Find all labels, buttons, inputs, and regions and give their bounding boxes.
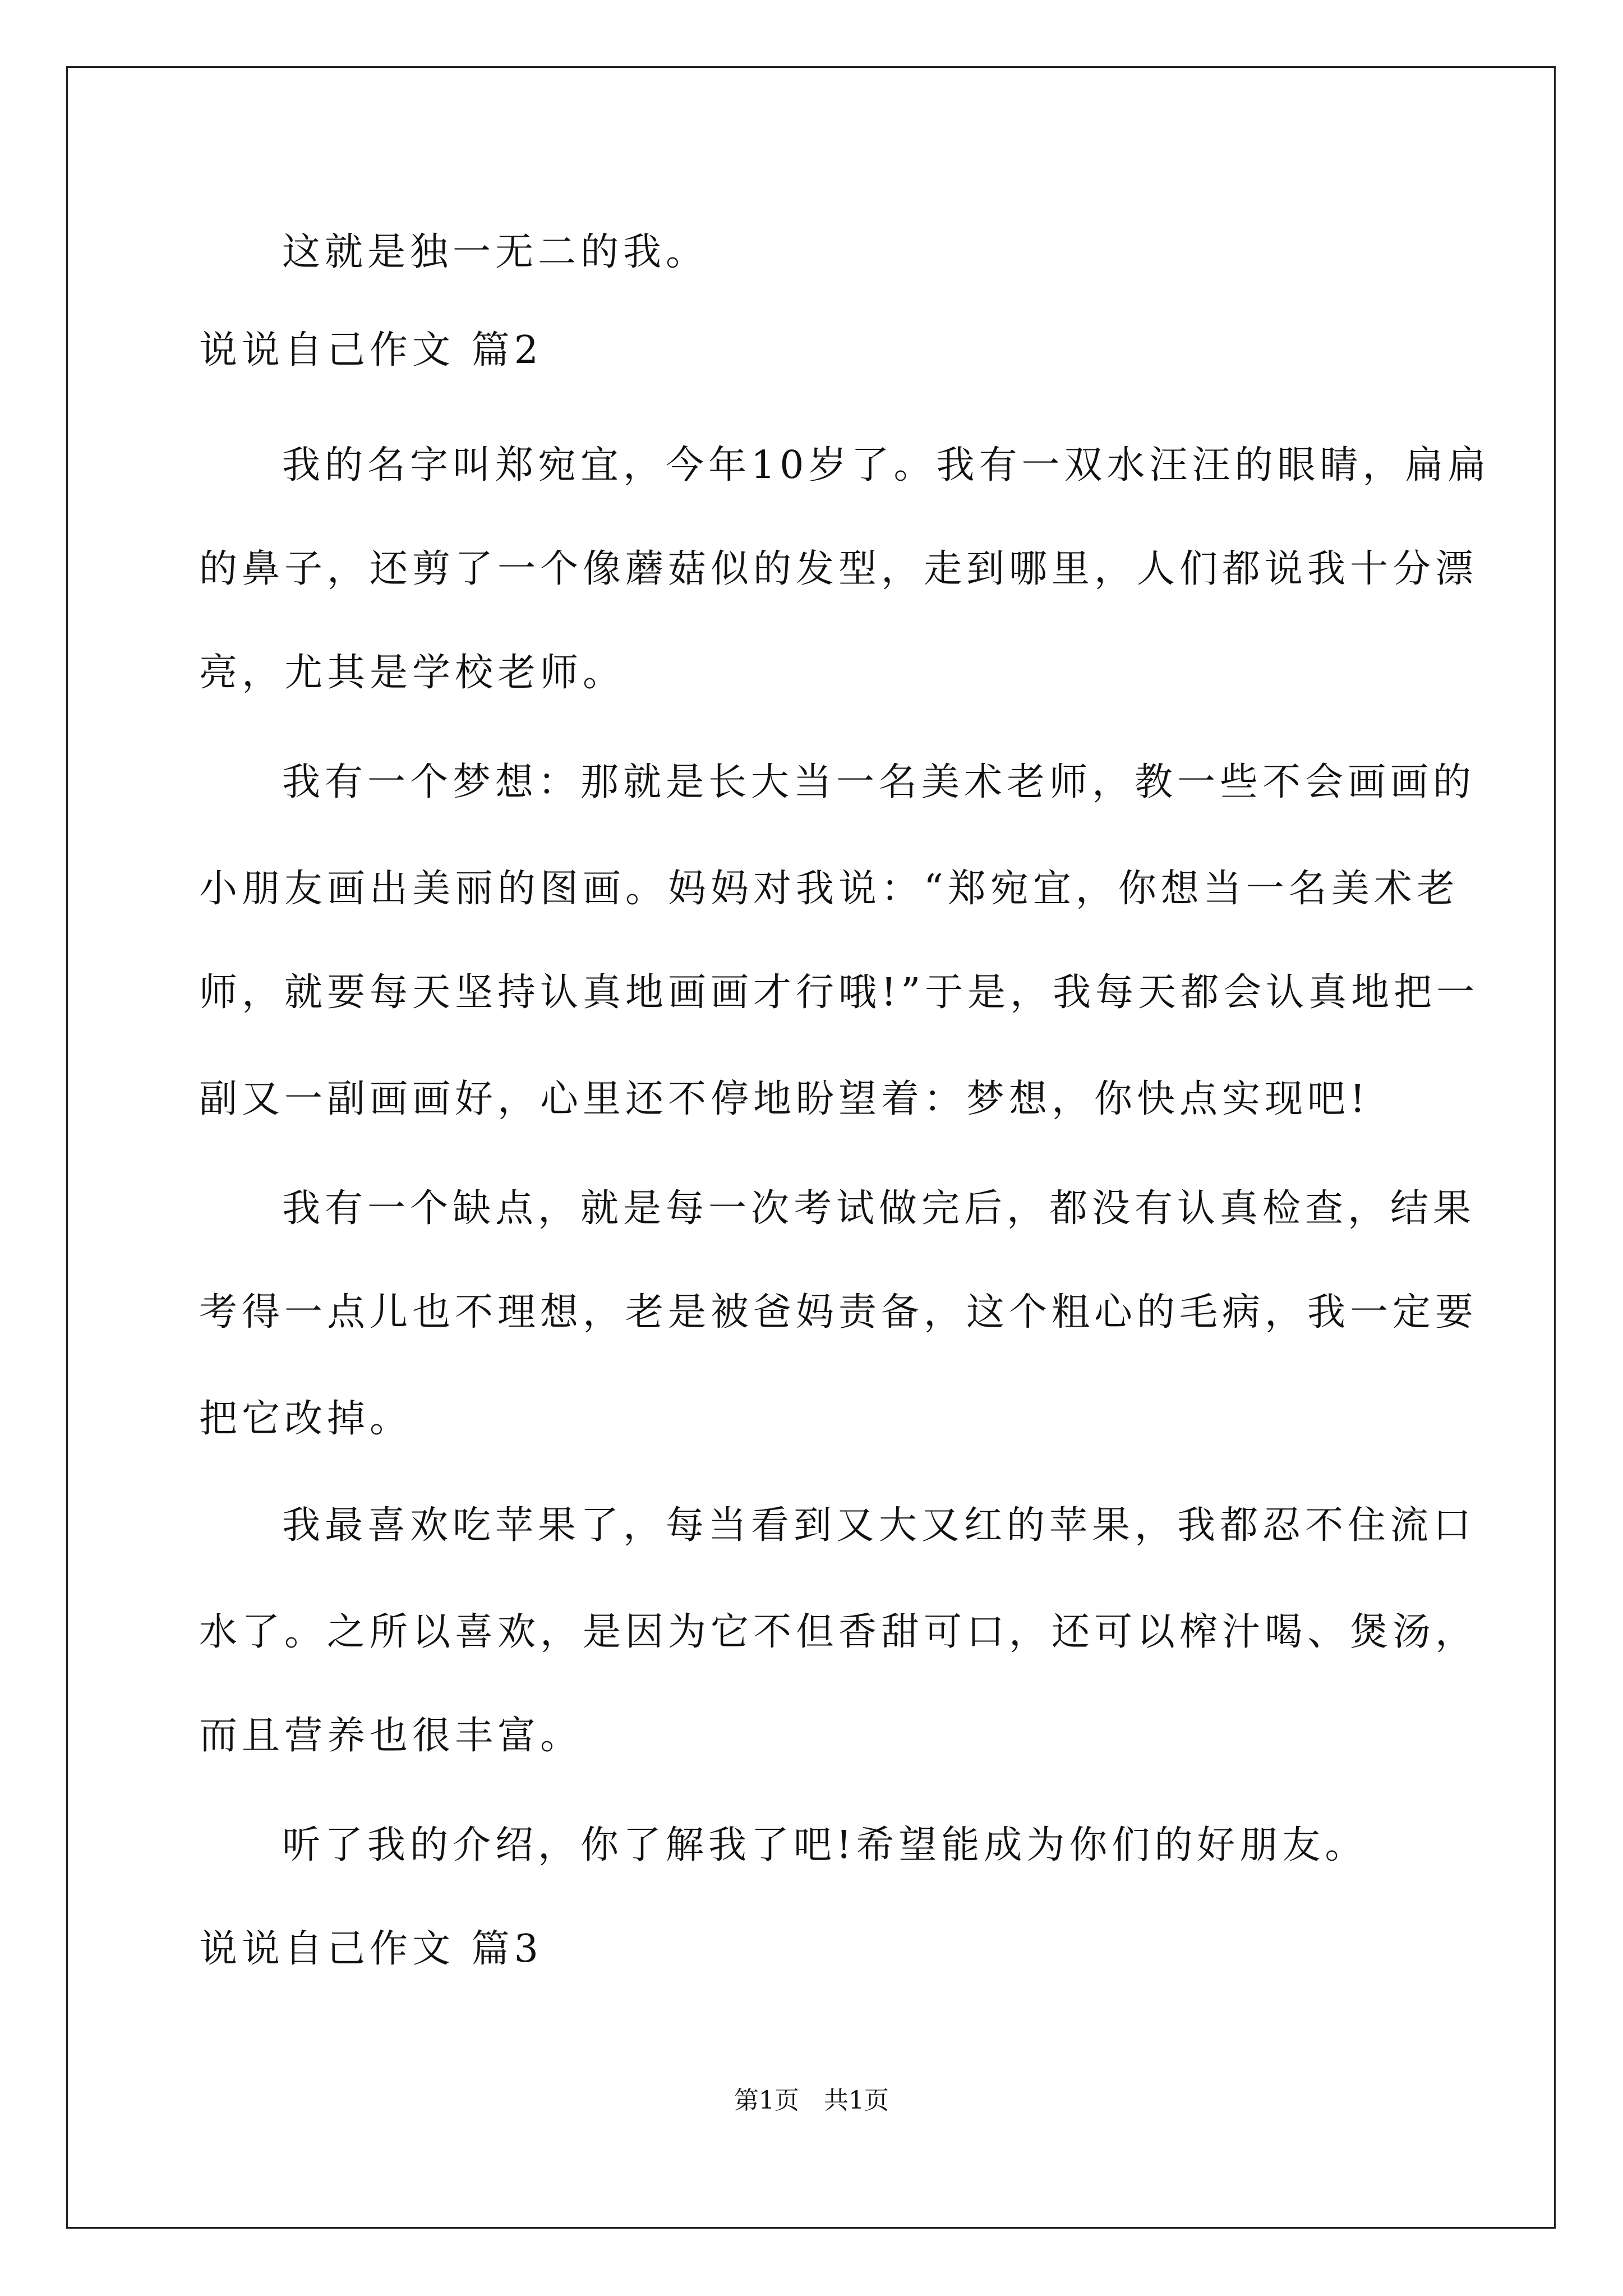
paragraph-line: 师，就要每天坚持认真地画画才行哦!”于是，我每天都会认真地把一 — [199, 970, 1479, 1015]
paragraph-line: 而且营养也很丰富。 — [199, 1714, 583, 1758]
paragraph-line: 亮，尤其是学校老师。 — [199, 651, 626, 695]
paragraph-line: 把它改掉。 — [199, 1397, 413, 1441]
paragraph-line: 我有一个缺点，就是每一次考试做完后，都没有认真检查，结果 — [282, 1186, 1476, 1231]
paragraph-line: 的鼻子，还剪了一个像蘑菇似的发型，走到哪里，人们都说我十分漂 — [199, 547, 1478, 591]
paragraph-line: 副又一副画画好，心里还不停地盼望着：梦想，你快点实现吧! — [199, 1077, 1370, 1121]
paragraph-line: 我最喜欢吃苹果了，每当看到又大又红的苹果，我都忍不住流口 — [282, 1503, 1476, 1548]
paragraph-line: 听了我的介绍，你了解我了吧!希望能成为你们的好朋友。 — [282, 1823, 1368, 1867]
paragraph-line: 这就是独一无二的我。 — [282, 230, 709, 274]
page-number-footer: 第1页 共1页 — [734, 2086, 889, 2115]
paragraph-line: 小朋友画出美丽的图画。妈妈对我说：“郑宛宜，你想当一名美术老 — [199, 867, 1459, 911]
paragraph-line: 我的名字叫郑宛宜，今年10岁了。我有一双水汪汪的眼睛，扁扁 — [282, 443, 1491, 487]
paragraph-line: 水了。之所以喜欢，是因为它不但香甜可口，还可以榨汁喝、煲汤， — [199, 1610, 1478, 1654]
section-heading: 说说自己作文 篇2 — [199, 328, 543, 372]
paragraph-line: 我有一个梦想：那就是长大当一名美术老师，教一些不会画画的 — [282, 760, 1476, 804]
page-border — [66, 66, 1556, 2229]
section-heading: 说说自己作文 篇3 — [199, 1927, 543, 1971]
paragraph-line: 考得一点儿也不理想，老是被爸妈责备，这个粗心的毛病，我一定要 — [199, 1290, 1478, 1335]
